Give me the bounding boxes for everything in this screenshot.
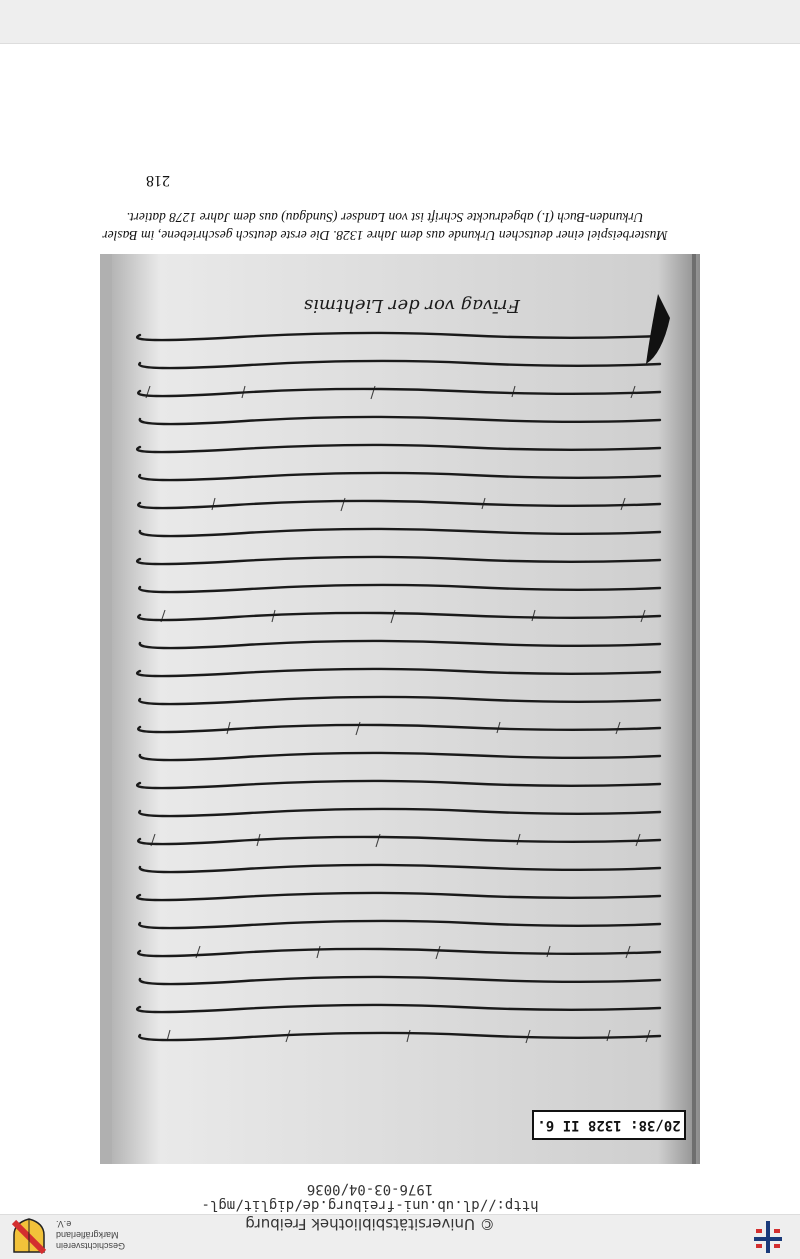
- repository-url[interactable]: http://dl.ub.uni-freiburg.de/diglit/mgl-1976-03-04/0036: [201, 1181, 539, 1213]
- archive-label: 20/38: 1328 II 6.: [532, 1110, 686, 1140]
- figure-caption: Musterbeispiel einer deutschen Urkunde aus dem Jahre 1328. Die erste deutsch geschriebene, im Basler Urkunden-Buch (I.) abgedruckte Schrift ist von Landser (Sundgau) aus dem Jahre 1278 datiert.: [102, 210, 668, 243]
- repository-name: © Universitätsbibliothek Freiburg: [245, 1215, 495, 1233]
- page-number: 218: [146, 172, 170, 189]
- repository-footer: [0, 0, 800, 44]
- handwritten-text-lines: [130, 284, 670, 1054]
- society-branding: [10, 1217, 130, 1255]
- society-line-1: Geschichtsverein: [56, 1241, 126, 1251]
- closing-line: Frīvag vor der Liehtmis: [303, 295, 520, 316]
- repository-header: [0, 1181, 800, 1259]
- society-line-2: Markgräflerland e.V.: [56, 1219, 119, 1240]
- ub-freiburg-logo-icon: [750, 1221, 786, 1253]
- society-crest-icon: [10, 1217, 48, 1255]
- charter-facsimile: [100, 254, 700, 1164]
- society-name: [56, 1218, 136, 1251]
